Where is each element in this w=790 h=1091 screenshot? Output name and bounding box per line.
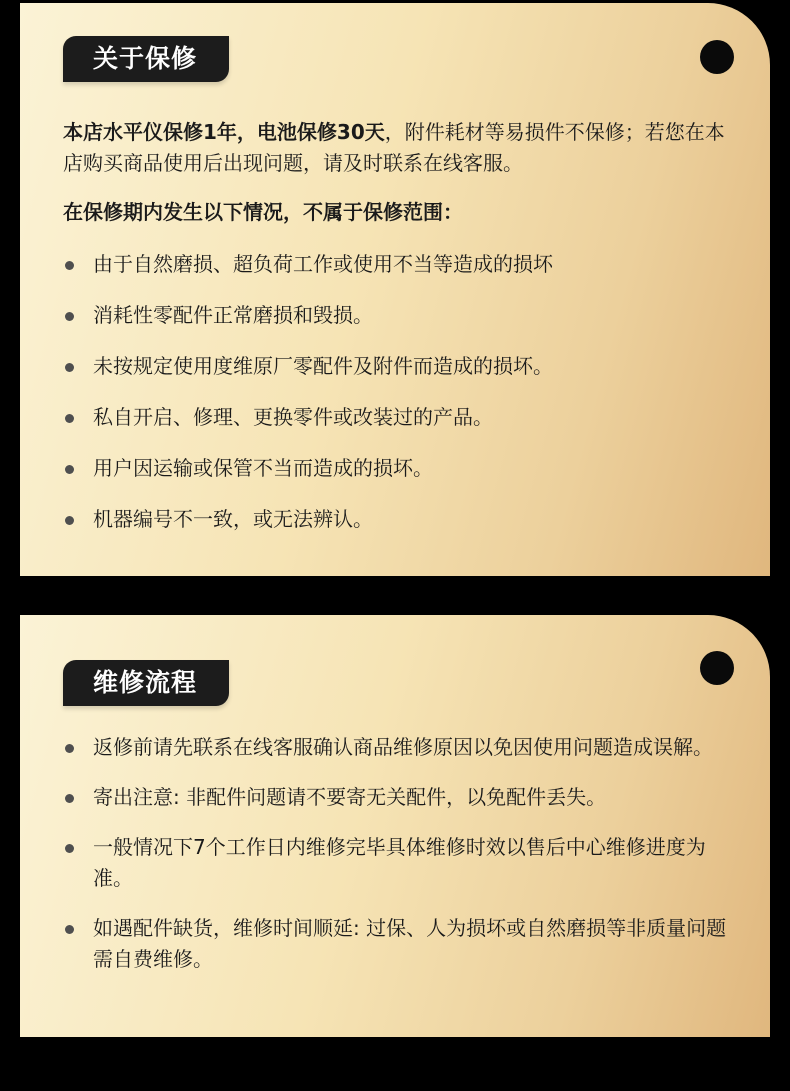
list-item-text: 用户因运输或保管不当而造成的损坏。 (93, 456, 433, 480)
list-item (63, 300, 743, 331)
list-item-text: 私自开启、修理、更换零件或改装过的产品。 (93, 405, 493, 429)
bullet-icon (65, 744, 74, 753)
repair-card (20, 615, 770, 1037)
hang-hole-icon (700, 651, 734, 685)
bullet-icon (65, 363, 74, 372)
list-item-text: 一般情况下7个工作日内维修完毕具体维修时效以售后中心维修进度为准。 (93, 835, 706, 890)
list-item (63, 732, 743, 763)
list-item (63, 249, 743, 280)
list-item (63, 913, 743, 975)
bullet-icon (65, 844, 74, 853)
list-item-text: 寄出注意: 非配件问题请不要寄无关配件，以免配件丢失。 (93, 785, 607, 809)
bullet-icon (65, 516, 74, 525)
repair-title: 维修流程 (63, 660, 229, 706)
list-item-text: 如遇配件缺货，维修时间顺延: 过保、人为损坏或自然磨损等非质量问题需自费维修。 (93, 916, 727, 971)
warranty-card (20, 3, 770, 576)
list-item (63, 351, 743, 382)
bullet-icon (65, 465, 74, 474)
warranty-intro (63, 117, 743, 179)
list-item (63, 832, 743, 894)
list-item (63, 782, 743, 813)
exclusion-heading: 在保修期内发生以下情况，不属于保修范围： (63, 200, 463, 224)
list-item-text: 未按规定使用度维原厂零配件及附件而造成的损坏。 (93, 354, 553, 378)
list-item-text: 返修前请先联系在线客服确认商品维修原因以免因使用问题造成误解。 (93, 735, 713, 759)
list-item-text: 消耗性零配件正常磨损和毁损。 (93, 303, 373, 327)
bullet-icon (65, 925, 74, 934)
warranty-title: 关于保修 (63, 36, 229, 82)
bullet-icon (65, 414, 74, 423)
warranty-intro-rest: ，附件耗材等易损件不保修；若您在本店购买商品使用后出现问题，请及时联系在线客服。 (63, 120, 725, 175)
bullet-icon (65, 261, 74, 270)
warranty-intro-bold: 本店水平仪保修1年，电池保修30天 (63, 120, 385, 144)
hang-hole-icon (700, 40, 734, 74)
list-item (63, 402, 743, 433)
list-item-text: 由于自然磨损、超负荷工作或使用不当等造成的损坏 (93, 252, 553, 276)
bullet-icon (65, 312, 74, 321)
list-item (63, 504, 743, 535)
list-item-text: 机器编号不一致，或无法辨认。 (93, 507, 373, 531)
repair-steps (63, 732, 743, 994)
bullet-icon (65, 794, 74, 803)
list-item (63, 453, 743, 484)
exclusion-list (63, 249, 743, 555)
